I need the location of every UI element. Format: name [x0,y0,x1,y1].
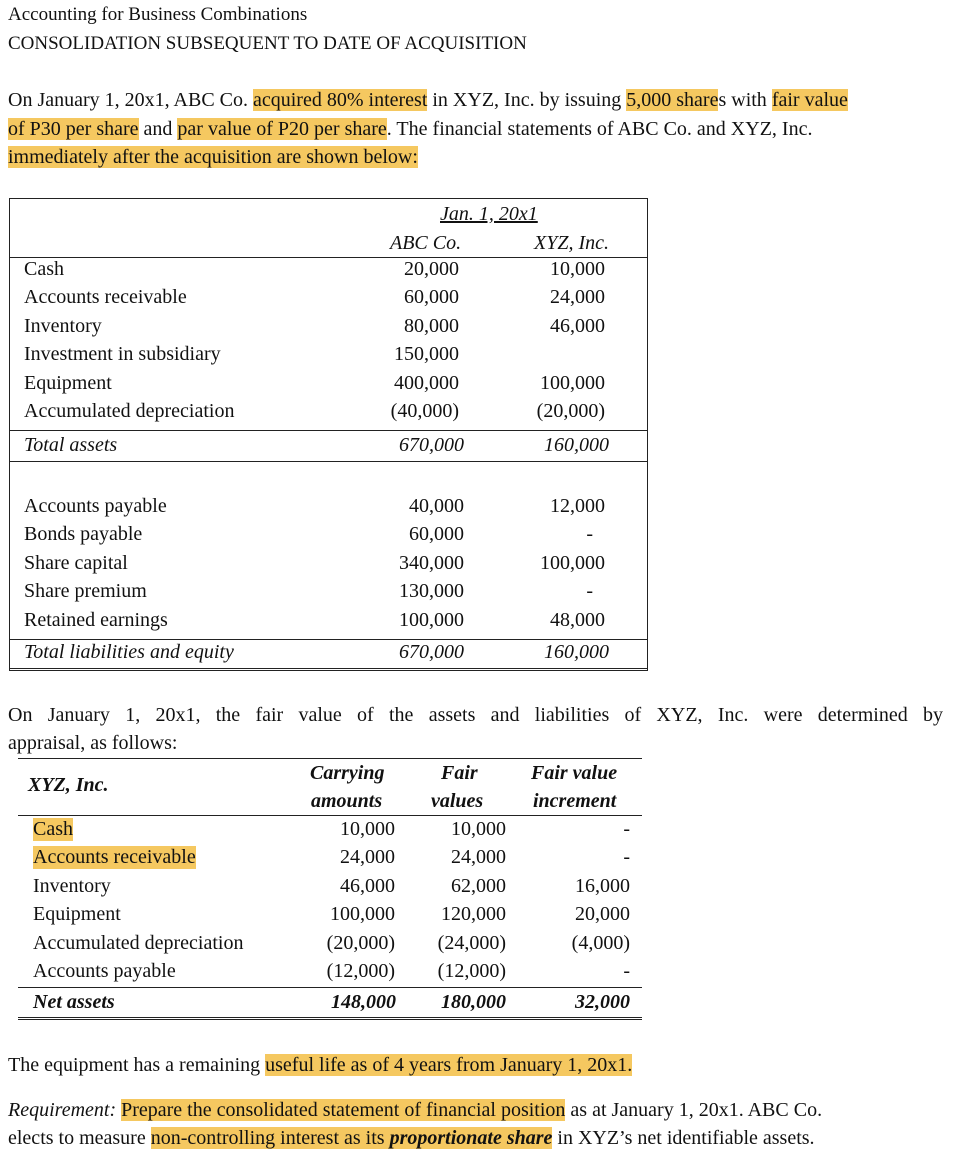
fv-row-carrying: 10,000 [340,818,395,840]
header-fair: values [431,790,484,812]
net-assets-label: Net assets [33,991,115,1013]
fv-row-carrying: 100,000 [330,903,395,926]
fv-row-increment: 16,000 [575,874,630,897]
asset-value-xyz: 46,000 [550,314,605,337]
note-text: The equipment has a remaining [8,1054,266,1076]
liability-value-xyz: 48,000 [550,608,605,631]
fv-row-label: Inventory [33,874,111,897]
highlight-immediately-after: immediately after the acquisition are shown below [8,146,413,168]
header-rule [18,815,642,816]
highlight-shares: 5,000 share [626,89,719,111]
fv-row-carrying: 24,000 [340,846,395,869]
total-le-label: Total liabilities and equity [24,641,234,663]
asset-value-abc: 80,000 [404,314,459,337]
asset-value-abc: 20,000 [404,258,459,280]
asset-label: Inventory [24,314,102,337]
liability-value-abc: 100,000 [399,608,464,631]
asset-label: Equipment [24,371,112,394]
fv-row-fair: 24,000 [451,846,506,869]
table-border [18,1019,642,1020]
table-border [9,198,10,670]
appraisal-line-1: On January 1, 20x1, the fair value of the assets and liabilities of XYZ, Inc. were determined by [8,704,943,726]
fv-row-increment: 20,000 [575,903,630,926]
asset-label: Accounts receivable [24,286,187,309]
fv-row-carrying: (20,000) [326,931,395,954]
financial-statements-table [9,198,648,670]
fv-row-fair: (24,000) [437,931,506,954]
highlight-nci: non-controlling interest as its [150,1127,390,1149]
fv-row-fair: (12,000) [437,960,506,982]
date-header: Jan. 1, 20x1 [440,203,538,225]
fv-row-carrying: 46,000 [340,874,395,897]
column-header-xyz: XYZ, Inc. [534,232,609,254]
liability-label: Share premium [24,580,147,603]
table-border [18,758,642,759]
total-rule [9,461,648,462]
fv-row-fair: 120,000 [441,903,506,926]
total-rule [9,430,648,431]
fv-row-label: Accounts payable [33,960,176,982]
intro-line-2 [8,118,812,141]
asset-value-xyz: 10,000 [550,258,605,280]
total-assets-abc: 670,000 [399,434,464,456]
liability-value-abc: 60,000 [409,523,464,546]
liability-value-xyz: 100,000 [540,551,605,574]
liability-label: Accounts payable [24,495,167,517]
intro-line-3 [8,146,418,169]
intro-text: in XYZ, Inc. by issuing [427,89,627,111]
header-increment: increment [533,790,617,812]
intro-text: s with [718,89,772,111]
header-subtitle: CONSOLIDATION SUBSEQUENT TO DATE OF ACQUISITION [8,33,527,54]
column-header-abc: ABC Co. [390,232,462,254]
total-rule [9,639,648,640]
header-carrying: amounts [311,790,383,812]
asset-value-abc: 400,000 [394,371,459,394]
requirement-line-1 [8,1099,822,1122]
table-border [9,198,648,199]
highlight-prepare: Prepare the consolidated statement of financial position [121,1099,566,1121]
fv-row-fair: 10,000 [451,818,506,840]
requirement-label: Requirement: [8,1099,117,1121]
fv-row-increment: (4,000) [571,931,630,954]
liability-value-abc: 40,000 [409,495,464,517]
total-assets-xyz: 160,000 [544,434,609,456]
asset-value-abc: (40,000) [390,400,459,422]
asset-value-abc: 150,000 [394,343,459,366]
liability-label: Share capital [24,551,128,574]
fv-row-increment: - [623,960,630,982]
note-text: . [627,1054,633,1076]
header-fair: Fair [441,762,478,784]
header-title: Accounting for Business Combinations [8,4,308,25]
liability-value-abc: 340,000 [399,551,464,574]
table-border [18,1017,642,1018]
equipment-note [8,1054,632,1077]
fv-row-fair: 62,000 [451,874,506,897]
highlight-acquired-interest: acquired 80% interest [253,89,428,111]
highlight-per-share: of P30 per share [8,118,139,140]
liability-label: Bonds payable [24,523,143,546]
entity-header: XYZ, Inc. [28,774,109,796]
total-rule [18,987,642,988]
liability-value-xyz: 12,000 [550,495,605,517]
highlight-fair-value: fair value [771,89,848,111]
intro-text: and [138,118,178,140]
fv-row-carrying: (12,000) [326,960,395,982]
asset-label: Cash [24,258,64,280]
fv-row-increment: - [623,818,630,840]
requirement-line-2 [8,1127,815,1150]
liability-label: Retained earnings [24,608,168,631]
liability-value-xyz: - [586,523,593,546]
net-assets-carrying: 148,000 [331,991,396,1013]
total-le-xyz: 160,000 [544,641,609,663]
highlight-par-value: par value of P20 per share [177,118,387,140]
liability-value-xyz: - [586,580,593,603]
asset-label: Investment in subsidiary [24,343,221,366]
fv-row-label: Accounts receivable [33,846,196,869]
intro-text: . The financial statements of ABC Co. and XYZ, Inc. [386,118,813,140]
asset-value-xyz: (20,000) [536,400,605,422]
fv-row-increment: - [623,846,630,869]
highlight-proportionate-share: proportionate share [389,1127,553,1149]
requirement-text: in XYZ’s net identifiable assets. [552,1127,815,1149]
table-border [9,670,648,671]
header-carrying: Carrying [310,762,385,784]
fair-value-table [18,758,642,1020]
asset-label: Accumulated depreciation [24,400,235,422]
fv-row-label: Accumulated depreciation [33,931,244,954]
table-border [9,668,648,669]
highlight-useful-life: useful life as of 4 years from January 1, 20x1 [265,1054,628,1076]
appraisal-line-2: appraisal, as follows: [8,732,178,754]
fv-row-label: Equipment [33,903,121,926]
table-border [647,198,648,670]
net-assets-fair: 180,000 [441,991,506,1013]
intro-text: On January 1, 20x1, ABC Co. [8,89,253,111]
net-assets-increment: 32,000 [575,991,630,1013]
total-le-abc: 670,000 [399,641,464,663]
requirement-text: as at January 1, 20x1. ABC Co. [565,1099,823,1121]
asset-value-xyz: 24,000 [550,286,605,309]
asset-value-xyz: 100,000 [540,371,605,394]
intro-line-1 [8,89,848,112]
header-increment: Fair value [531,762,618,784]
requirement-text: elects to measure [8,1127,151,1149]
liability-value-abc: 130,000 [399,580,464,603]
intro-text: : [412,146,418,168]
total-assets-label: Total assets [24,434,118,456]
asset-value-abc: 60,000 [404,286,459,309]
fv-row-label: Cash [33,818,73,840]
